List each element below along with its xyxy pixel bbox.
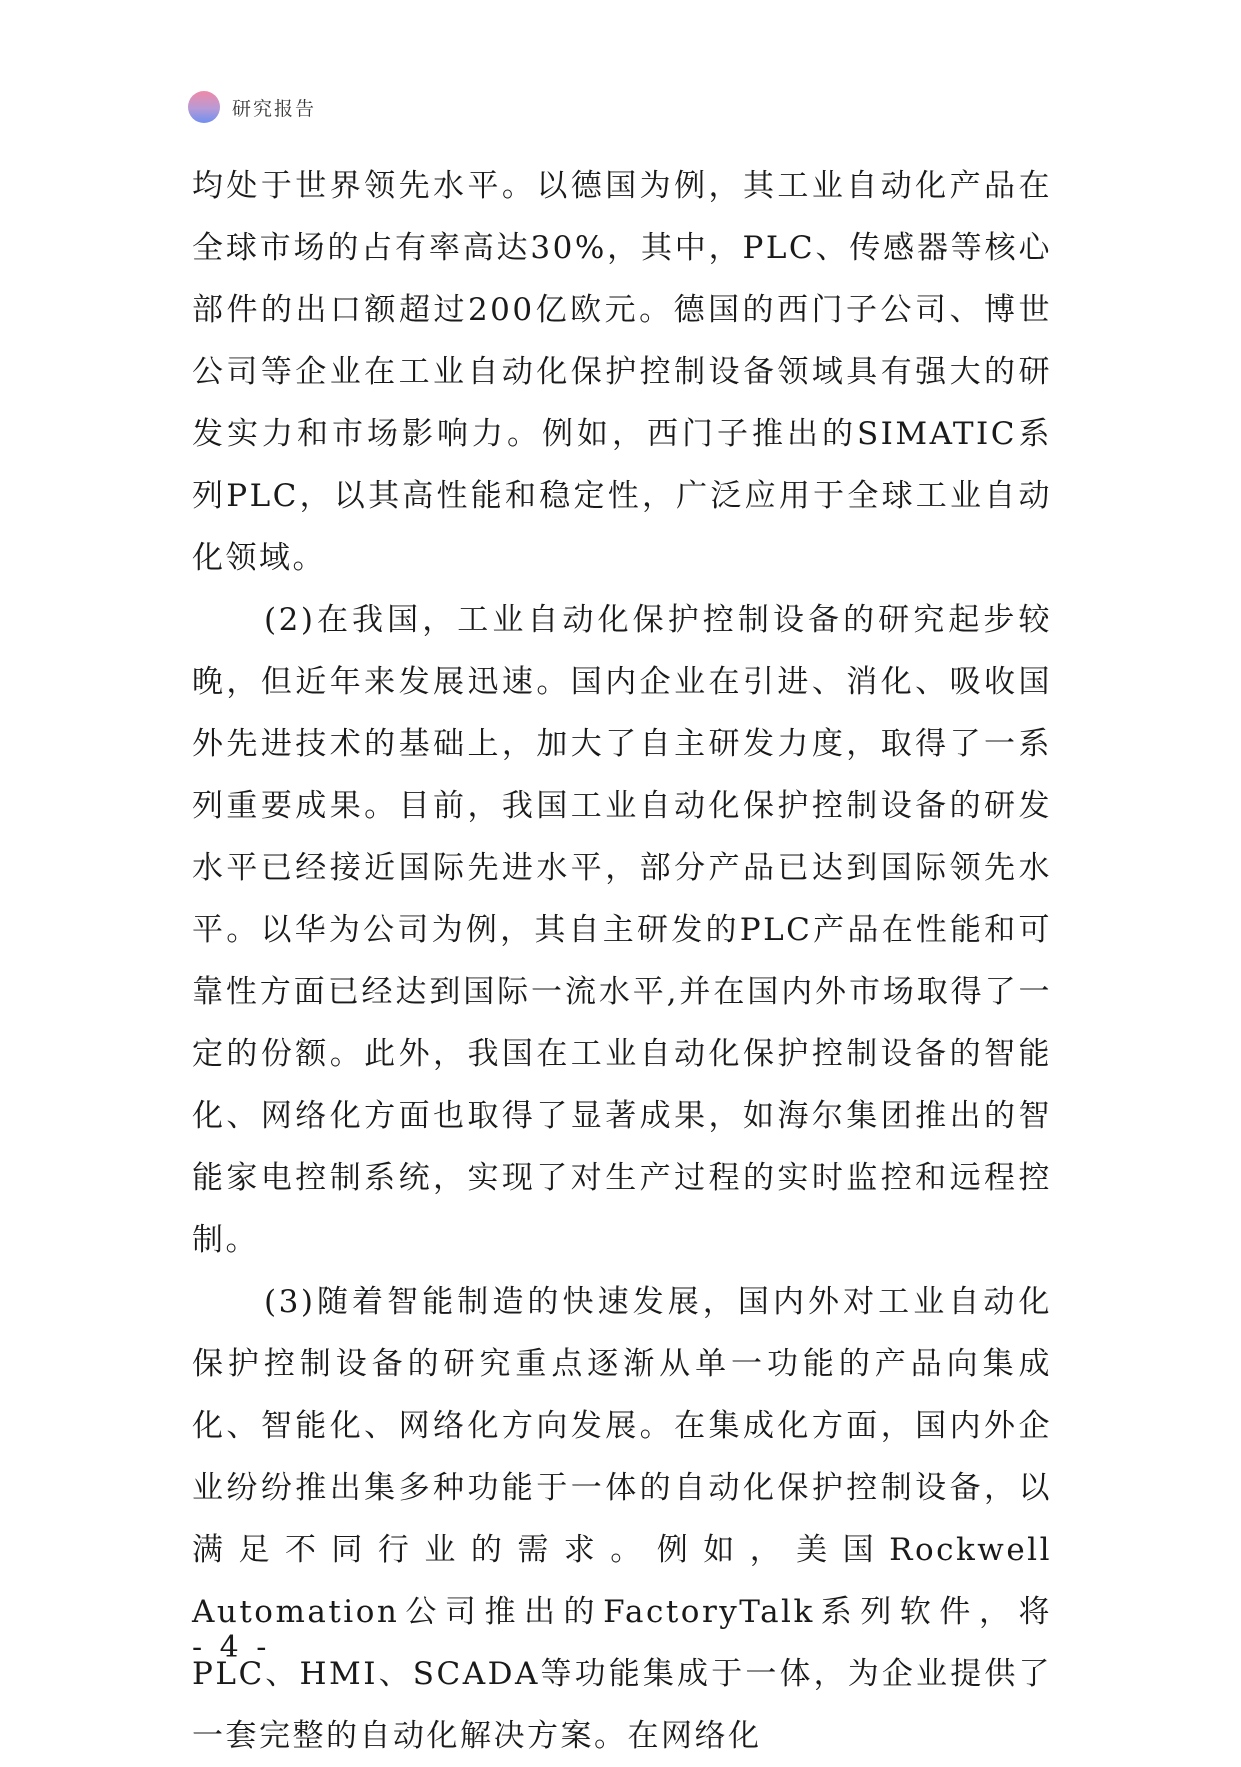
- logo-circle-icon: [188, 91, 220, 123]
- paragraph-1: 均处于世界领先水平。以德国为例，其工业自动化产品在全球市场的占有率高达30%，其中，PLC、传感器等核心部件的出口额超过200亿欧元。德国的西门子公司、博世公司等企业在工业自动化保护控制设备领域具有强大的研发实力和市场影响力。例如，西门子推出的SIMATIC系列PLC，以其高性能和稳定性，广泛应用于全球工业自动化领域。: [192, 168, 1052, 576]
- report-header: [188, 90, 316, 124]
- page-number: - 4 -: [192, 1630, 271, 1665]
- document-body: [192, 155, 1052, 1767]
- header-title: 研究报告: [232, 97, 317, 120]
- paragraph-3: (3)随着智能制造的快速发展，国内外对工业自动化保护控制设备的研究重点逐渐从单一功能的产品向集成化、智能化、网络化方向发展。在集成化方面，国内外企业纷纷推出集多种功能于一体的自动化保护控制设备，以满足不同行业的需求。例如，美国Rockwell Automation公司推出的FactoryTalk系列软件，将PLC、HMI、SCADA等功能集成于一体，为企业提供了一套完整的自动化解决方案。在网络化: [192, 1284, 1052, 1754]
- paragraph-2: (2)在我国，工业自动化保护控制设备的研究起步较晚，但近年来发展迅速。国内企业在引进、消化、吸收国外先进技术的基础上，加大了自主研发力度，取得了一系列重要成果。目前，我国工业自动化保护控制设备的研发水平已经接近国际先进水平，部分产品已达到国际领先水平。以华为公司为例，其自主研发的PLC产品在性能和可靠性方面已经达到国际一流水平,并在国内外市场取得了一定的份额。此外，我国在工业自动化保护控制设备的智能化、网络化方面也取得了显著成果，如海尔集团推出的智能家电控制系统，实现了对生产过程的实时监控和远程控制。: [192, 602, 1052, 1258]
